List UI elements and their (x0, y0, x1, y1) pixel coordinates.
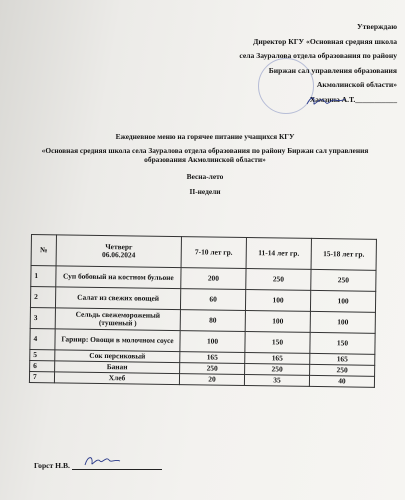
portion-11-14: 100 (245, 290, 310, 312)
portion-15-18: 40 (309, 375, 374, 387)
row-number: 7 (29, 371, 54, 382)
season-label: Весна-лето (186, 171, 224, 181)
footer-signature (82, 453, 122, 469)
row-number: 3 (30, 307, 55, 328)
portion-15-18: 165 (310, 353, 375, 365)
portion-15-18: 250 (311, 269, 376, 291)
portion-15-18: 100 (310, 290, 375, 312)
dish-name: Сельдь свежемороженый (тушеный ) (55, 308, 180, 331)
approval-line: села Зауралова отдела образования по району (239, 51, 397, 60)
row-number: 4 (30, 328, 55, 349)
portion-11-14: 35 (244, 374, 309, 386)
menu-table (29, 234, 377, 388)
dish-name: Сок персиковый (55, 350, 180, 363)
header-age-7-10: 7-10 лет гр. (181, 237, 246, 269)
row-number: 1 (31, 266, 56, 287)
menu-heading: Ежедневное меню на горячее питание учащихся КГУ (115, 132, 295, 141)
dish-name: Гарнир: Овощи в молочном соусе (55, 329, 180, 352)
portion-7-10: 165 (180, 352, 245, 364)
portion-7-10: 20 (179, 374, 244, 386)
header-number: № (31, 235, 56, 266)
week-label: II-недели (189, 187, 221, 197)
portion-11-14: 250 (245, 363, 310, 375)
director-signature (305, 94, 347, 108)
header-date: 06.06.2024 (102, 249, 136, 260)
school-name: «Основная средняя школа села Зауралова отдела образования по району Биржан сал управления образования Акмолинской области» (41, 145, 369, 165)
portion-7-10: 60 (180, 289, 245, 311)
row-number: 6 (30, 360, 55, 371)
dish-name: Банан (55, 361, 180, 374)
row-number: 2 (30, 287, 55, 308)
dish-name: Хлеб (54, 372, 179, 385)
portion-7-10: 250 (180, 363, 245, 375)
portion-15-18: 150 (310, 332, 375, 354)
menu-title-block (30, 132, 380, 197)
footer-name: Горст Н.В. (34, 461, 70, 470)
approval-line: Биржан сал управления образования (268, 65, 397, 75)
row-number: 5 (30, 349, 55, 360)
portion-11-14: 150 (245, 331, 310, 353)
portion-11-14: 165 (245, 352, 310, 364)
portion-11-14: 250 (246, 269, 311, 291)
dish-name: Салат из свежих овощей (55, 287, 180, 310)
approval-line: Утверждаю (357, 22, 397, 31)
approval-line: Директор КГУ «Основная средняя школа (253, 36, 397, 46)
portion-7-10: 80 (180, 310, 245, 332)
approval-line: Хамзина А.Т.___________ (309, 94, 397, 104)
portion-11-14: 100 (245, 311, 310, 333)
header-age-11-14: 11-14 лет гр. (246, 238, 311, 270)
header-age-15-18: 15-18 лет гр. (311, 238, 376, 270)
portion-7-10: 200 (181, 268, 246, 290)
dish-name: Суп бобовый на костном бульоне (56, 266, 181, 289)
portion-15-18: 250 (310, 364, 375, 376)
portion-7-10: 100 (180, 331, 245, 353)
approval-block (167, 20, 397, 107)
approval-line: Акмолинской области» (316, 80, 397, 89)
portion-15-18: 100 (310, 311, 375, 333)
table-header-row (31, 235, 376, 271)
header-day-name: Четверг (105, 241, 133, 252)
header-day (56, 235, 181, 268)
